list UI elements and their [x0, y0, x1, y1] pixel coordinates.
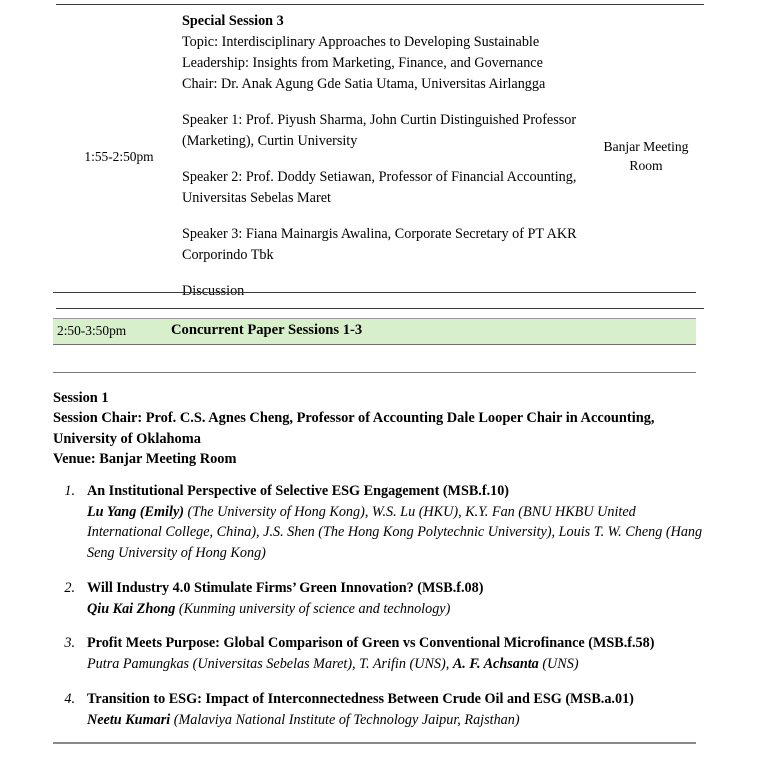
- list-item: [53, 481, 713, 564]
- list-item: [53, 689, 713, 730]
- list-item: [53, 578, 713, 619]
- paper-authors: Putra Pamungkas (Universitas Sebelas Maret), T. Arifin (UNS), A. F. Achsanta (UNS): [87, 656, 579, 673]
- special-session-title: Special Session 3: [182, 13, 284, 29]
- concurrent-time: 2:50-3:50pm: [57, 323, 127, 338]
- spacer: [182, 266, 580, 281]
- venue-line-1: Banjar Meeting: [603, 139, 689, 155]
- paper-list: [53, 481, 713, 744]
- paper-body: [87, 633, 713, 674]
- speaker-2-line-2: Universitas Sebelas Maret: [182, 190, 331, 207]
- session-topic-line-1: Topic: Interdisciplinary Approaches to Developing Sustainable: [182, 34, 540, 51]
- paper-number: 1.: [64, 483, 75, 499]
- concurrent-label: Concurrent Paper Sessions 1-3: [171, 322, 363, 338]
- speaker-1-line-1: Speaker 1: Prof. Piyush Sharma, John Curtin Distinguished Professor: [182, 112, 577, 129]
- speaker-2-line-1: Speaker 2: Prof. Doddy Setiawan, Professor of Financial Accounting,: [182, 169, 577, 186]
- horizontal-rule-page-bottom: [53, 742, 696, 744]
- session-venue: Venue: Banjar Meeting Room: [53, 451, 237, 468]
- spacer: [182, 209, 580, 224]
- paper-number: 4.: [64, 690, 75, 707]
- table-row: [56, 5, 704, 309]
- paper-number: 3.: [64, 635, 75, 652]
- schedule-table: [56, 4, 704, 309]
- paper-authors: Qiu Kai Zhong (Kunming university of science and technology): [87, 600, 451, 617]
- paper-title: Will Industry 4.0 Stimulate Firms’ Green Innovation? (MSB.f.08): [87, 579, 484, 596]
- paper-authors: Neetu Kumari (Malaviya National Institute of Technology Jaipur, Rajsthan): [87, 711, 520, 728]
- paper-number: 2.: [64, 579, 75, 596]
- session-chair-line-1: Session Chair: Prof. C.S. Agnes Cheng, Professor of Accounting Dale Looper Chair in Accounting,: [53, 410, 655, 427]
- speaker-3-line-1: Speaker 3: Fiana Mainargis Awalina, Corporate Secretary of PT AKR: [182, 226, 577, 243]
- paper-body: [87, 689, 713, 730]
- paper-body: [87, 578, 713, 619]
- paper-title: Transition to ESG: Impact of Interconnectedness Between Crude Oil and ESG (MSB.a.01): [87, 690, 634, 707]
- discussion-item: Discussion: [182, 283, 245, 300]
- speaker-3-line-2: Corporindo Tbk: [182, 247, 274, 264]
- session-venue-cell: [588, 5, 704, 309]
- paper-title: An Institutional Perspective of Selective ESG Engagement (MSB.f.10): [87, 483, 510, 499]
- session-name: Session 1: [53, 390, 109, 406]
- session-heading-block: [53, 388, 703, 470]
- concurrent-sessions-row: [53, 318, 696, 345]
- list-item: [53, 633, 713, 674]
- spacer: [182, 152, 580, 167]
- spacer: [182, 95, 580, 110]
- venue-line-2: Room: [629, 157, 663, 173]
- session-chair: Chair: Dr. Anak Agung Gde Satia Utama, Universitas Airlangga: [182, 76, 546, 93]
- session-details-cell: [182, 5, 588, 309]
- session-time-cell: 1:55-2:50pm: [84, 148, 154, 164]
- horizontal-rule-above-concurrent: [53, 292, 696, 293]
- paper-authors: Lu Yang (Emily) (The University of Hong Kong), W.S. Lu (HKU), K.Y. Fan (BNU HKBU United International College, China), J.S. Shen (The Hong Kong Polytechnic University), Louis T. W. Cheng (Hang Seng University of Hong Kong): [87, 503, 703, 562]
- speaker-1-line-2: (Marketing), Curtin University: [182, 133, 358, 150]
- paper-title: Profit Meets Purpose: Global Comparison of Green vs Conventional Microfinance (MSB.f.58): [87, 635, 655, 652]
- horizontal-rule-below-concurrent: [53, 372, 696, 373]
- session-chair-line-2: University of Oklahoma: [53, 430, 201, 447]
- paper-body: [87, 481, 713, 564]
- session-topic-line-2: Leadership: Insights from Marketing, Finance, and Governance: [182, 55, 543, 72]
